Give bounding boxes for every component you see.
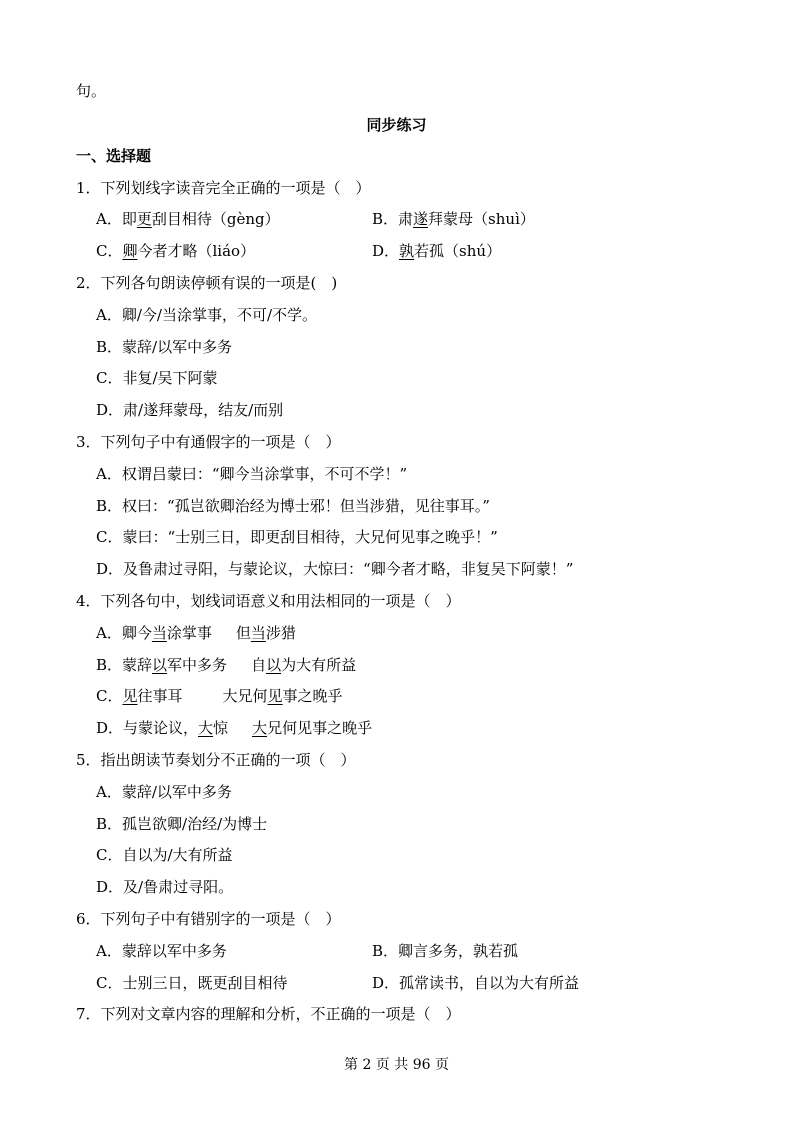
question-2-option-d: D．肃/遂拜蒙母，结友/而别 bbox=[96, 401, 284, 419]
question-3-option-d: D．及鲁肃过寻阳，与蒙论议，大惊曰：“卿今者才略，非复吴下阿蒙！” bbox=[96, 560, 574, 578]
question-5-stem: 5．指出朗读节奏划分不正确的一项（ ） bbox=[76, 751, 356, 769]
intro-tail: 句。 bbox=[76, 82, 107, 100]
option-c: C．士别三日，既更刮目相待 bbox=[96, 974, 288, 992]
underlined-char: 孰 bbox=[399, 242, 415, 260]
question-2-option-b: B．蒙辞/以军中多务 bbox=[96, 338, 233, 356]
option-b: B．卿言多务，孰若孤 bbox=[372, 942, 519, 960]
option-d: D．孤常读书，自以为大有所益 bbox=[372, 974, 580, 992]
question-4-option-a: A．卿今当涂掌事 但当涉猎 bbox=[96, 624, 296, 642]
option-c: C．卿今者才略（liáo） bbox=[96, 242, 256, 260]
question-2-option-c: C．非复/吴下阿蒙 bbox=[96, 369, 218, 387]
question-5-option-c: C．自以为/大有所益 bbox=[96, 846, 233, 864]
question-4-stem: 4．下列各句中，划线词语意义和用法相同的一项是（ ） bbox=[76, 592, 461, 610]
question-1-row-1 bbox=[96, 209, 535, 229]
question-5-option-d: D．及/鲁肃过寻阳。 bbox=[96, 878, 234, 896]
question-2-stem: 2．下列各句朗读停顿有误的一项是( ) bbox=[76, 274, 338, 292]
underlined-char: 以 bbox=[152, 656, 168, 674]
option-a: A．蒙辞以军中多务 bbox=[96, 942, 227, 960]
question-3-stem: 3．下列句子中有通假字的一项是（ ） bbox=[76, 433, 341, 451]
section-heading: 一、选择题 bbox=[76, 147, 152, 165]
underlined-char: 见 bbox=[122, 687, 138, 705]
underlined-char: 以 bbox=[266, 656, 282, 674]
question-1-row-2 bbox=[96, 241, 502, 261]
underlined-char: 当 bbox=[151, 624, 167, 642]
page-title: 同步练习 bbox=[366, 116, 427, 134]
option-a: A．即更刮目相待（gèng） bbox=[96, 210, 280, 228]
question-6-row-1 bbox=[96, 941, 519, 961]
underlined-char: 当 bbox=[250, 624, 266, 642]
underlined-char: 大 bbox=[252, 719, 268, 737]
question-6-stem: 6．下列句子中有错别字的一项是（ ） bbox=[76, 910, 341, 928]
question-5-option-a: A．蒙辞/以军中多务 bbox=[96, 783, 232, 801]
question-4-option-b: B．蒙辞以军中多务 自以为大有所益 bbox=[96, 656, 357, 674]
question-7-stem: 7．下列对文章内容的理解和分析，不正确的一项是（ ） bbox=[76, 1005, 461, 1023]
question-4-option-c: C．见往事耳 大兄何见事之晚乎 bbox=[96, 687, 343, 705]
page-number: 第 2 页 共 96 页 bbox=[344, 1057, 449, 1073]
question-6-row-2 bbox=[96, 973, 580, 993]
underlined-char: 卿 bbox=[122, 242, 138, 260]
option-b: B．肃遂拜蒙母（shuì） bbox=[372, 210, 535, 228]
option-d: D．孰若孤（shú） bbox=[372, 242, 502, 260]
question-5-option-b: B．孤岂欲卿/治经/为博士 bbox=[96, 815, 268, 833]
underlined-char: 大 bbox=[198, 719, 214, 737]
question-1-stem: 1．下列划线字读音完全正确的一项是（ ） bbox=[76, 179, 371, 197]
question-3-option-a: A．权谓吕蒙曰：“卿今当涂掌事，不可不学！” bbox=[96, 465, 408, 483]
question-4-option-d: D．与蒙论议，大惊 大兄何见事之晚乎 bbox=[96, 719, 373, 737]
underlined-char: 见 bbox=[267, 687, 283, 705]
question-3-option-b: B．权曰：“孤岂欲卿治经为博士邪！但当涉猎，见往事耳。” bbox=[96, 497, 490, 515]
underlined-char: 遂 bbox=[413, 210, 429, 228]
underlined-char: 更 bbox=[136, 210, 152, 228]
question-3-option-c: C．蒙曰：“士别三日，即更刮目相待，大兄何见事之晚乎！” bbox=[96, 528, 498, 546]
question-2-option-a: A．卿/今/当涂掌事，不可/不学。 bbox=[96, 306, 317, 324]
